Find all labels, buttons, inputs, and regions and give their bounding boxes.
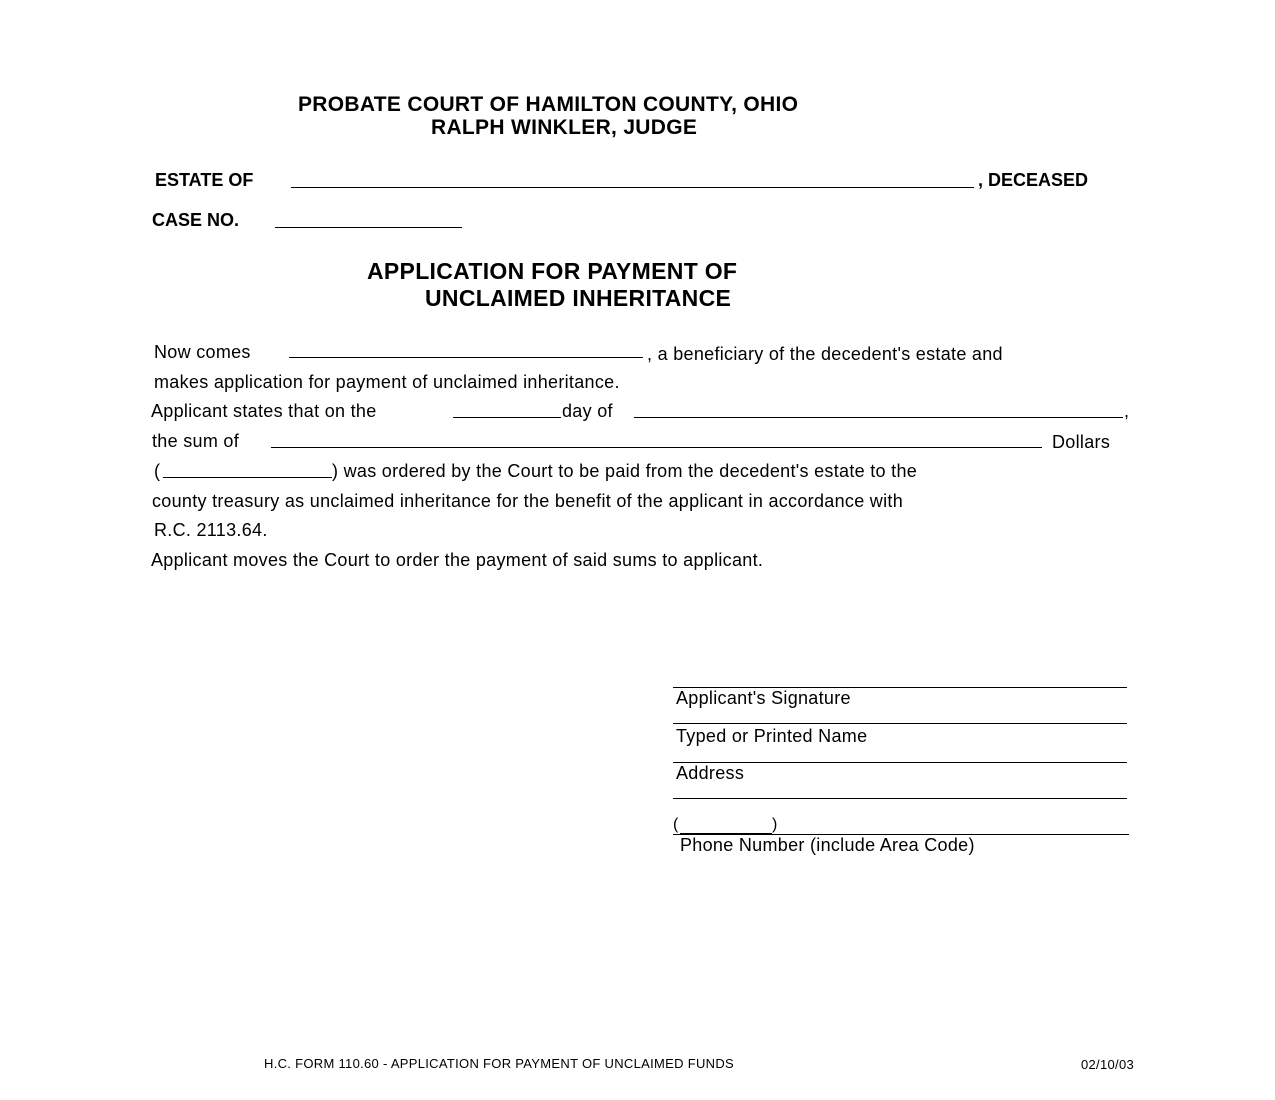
estate-of-label: ESTATE OF [155, 170, 254, 190]
estate-name-blank[interactable] [291, 187, 974, 188]
printed-name-label: Typed or Printed Name [676, 726, 868, 746]
moves-court-text: Applicant moves the Court to order the payment of said sums to applicant. [151, 550, 764, 570]
beneficiary-name-blank[interactable] [289, 357, 643, 358]
sum-figures-blank[interactable] [163, 477, 332, 478]
phone-paren-open: ( [673, 816, 679, 833]
case-no-label: CASE NO. [152, 210, 240, 230]
month-year-blank[interactable] [634, 417, 1123, 418]
phone-label: Phone Number (include Area Code) [680, 835, 975, 855]
address-blank-2[interactable] [673, 798, 1127, 799]
day-blank[interactable] [453, 417, 561, 418]
now-comes-text: Now comes [154, 342, 251, 362]
open-paren: ( [154, 461, 161, 481]
phone-paren-close: ) [772, 816, 778, 833]
ordered-text: ) was ordered by the Court to be paid from the decedent's estate to the [332, 461, 918, 481]
printed-name-blank[interactable] [673, 723, 1127, 724]
beneficiary-text: , a beneficiary of the decedent's estate and [647, 344, 1003, 364]
form-title-line2: UNCLAIMED INHERITANCE [425, 285, 732, 311]
judge-name: RALPH WINKLER, JUDGE [431, 116, 698, 139]
address-label: Address [676, 763, 745, 783]
comma-text: , [1124, 401, 1130, 421]
day-of-text: day of [562, 401, 613, 421]
court-name: PROBATE COURT OF HAMILTON COUNTY, OHIO [298, 93, 799, 116]
treasury-text: county treasury as unclaimed inheritance for the benefit of the applicant in accordance with [152, 491, 904, 511]
signature-label: Applicant's Signature [676, 688, 851, 708]
form-title-line1: APPLICATION FOR PAYMENT OF [367, 258, 738, 284]
makes-application-text: makes application for payment of unclaimed inheritance. [154, 372, 620, 392]
form-date-footer: 02/10/03 [1081, 1057, 1135, 1072]
dollars-text: Dollars [1052, 432, 1111, 452]
sum-of-text: the sum of [152, 431, 240, 451]
sum-words-blank[interactable] [271, 447, 1042, 448]
form-id-footer: H.C. FORM 110.60 - APPLICATION FOR PAYMENT OF UNCLAIMED FUNDS [264, 1056, 734, 1071]
deceased-label: , DECEASED [978, 170, 1089, 190]
rc-reference: R.C. 2113.64. [154, 520, 268, 540]
applicant-states-text: Applicant states that on the [151, 401, 377, 421]
case-no-blank[interactable] [275, 227, 462, 228]
